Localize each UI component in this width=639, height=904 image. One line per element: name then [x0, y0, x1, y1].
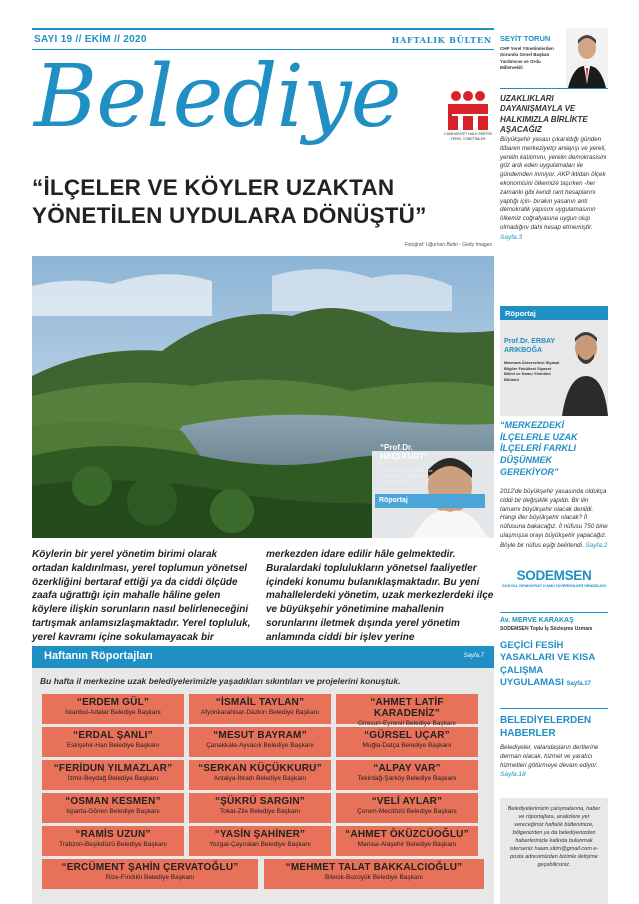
- interview-card[interactable]: [336, 793, 478, 823]
- interview-card[interactable]: [189, 793, 331, 823]
- erbay-name-line2: ARIKBOĞA: [504, 346, 543, 354]
- interview-role: İzmir-Beydağ Belediye Başkanı: [67, 775, 159, 782]
- interview-card[interactable]: [336, 826, 478, 856]
- sodemsen-logo: [500, 568, 608, 588]
- haber-text: [500, 744, 608, 780]
- interviewee-title: Mersin Üniversitesi İktisadi ve İdari Bilimler Fakültesi Kamu Yönetimi Bölümü: [380, 468, 433, 484]
- interviews-header: [32, 646, 494, 668]
- karakas-headline: [500, 640, 608, 689]
- interview-name: “MESUT BAYRAM”: [213, 730, 307, 741]
- interview-card[interactable]: [42, 760, 184, 790]
- erbay-text: [500, 488, 608, 551]
- interview-tag: Röportaj: [375, 494, 485, 508]
- haber-headline: BELEDİYELERDEN HABERLER: [500, 715, 592, 739]
- torun-title: CHP Yerel Yönetimlerden Sorumlu Genel Başkan Yardımcısı ve Ordu Milletvekili: [500, 46, 554, 70]
- interview-role: Trabzon-Beşikdüzü Belediye Başkanı: [59, 841, 167, 848]
- interview-name: “ALPAY VAR”: [373, 763, 441, 774]
- haber-page-ref[interactable]: Sayfa.18: [500, 771, 526, 779]
- karakas-name: Av. MERVE KARAKAŞ: [500, 617, 574, 624]
- erbay-name-line1: Prof.Dr. ERBAY: [504, 338, 556, 345]
- erbay-interview-box: [500, 306, 608, 416]
- interview-name: “İSMAİL TAYLAN”: [215, 697, 305, 708]
- torun-text: [500, 136, 608, 243]
- weekly-label: HAFTALIK BÜLTEN: [391, 35, 492, 45]
- interview-card[interactable]: [42, 694, 184, 724]
- interview-name: “RAMİS UZUN”: [75, 829, 151, 840]
- interview-name: “ERCÜMENT ŞAHİN ÇERVATOĞLU”: [61, 862, 239, 873]
- interviewee-name-line1: “Prof.Dr.: [380, 443, 413, 452]
- interview-name: “SERKAN KÜÇÜKKURU”: [198, 763, 322, 774]
- interview-role: Antalya-İbradı Belediye Başkanı: [213, 775, 307, 782]
- erbay-portrait-icon: [562, 320, 608, 416]
- interviews-intro: Bu hafta il merkezine uzak belediyelerimizle yaşadıkları sıkıntıları ve projelerini konuştuk.: [40, 676, 401, 686]
- sodemsen-subtitle: SOSYAL DEMOKRAT KAMU İŞVERENLERİ SENDİKASI: [502, 583, 606, 588]
- interview-name: “ŞÜKRÜ SARGIN”: [214, 796, 306, 807]
- interview-role: Manisa-Alaşehir Belediye Başkanı: [357, 841, 457, 848]
- interview-role: Çorum-Mecitözü Belediye Başkanı: [357, 808, 457, 815]
- interview-name: “AHMET ÖKÜZCÜOĞLU”: [345, 829, 469, 840]
- torun-text-body: Büyükşehir yasası çıkarıldığı günden itibaren merkeziyetçi anlayışı ve yereli, yerelin katılımını, yerelin demokrasisini göz ardı eden uygulamaları ile gündemden inmiyor. AKP iktidarı ölçek ekonomisini ölkemize taşırken -her zamanki gibi kendi rant hesaplarını yaptığı için- bırakın yasanın anti demokratik yapısını uygulamasının ölkemiz coğrafyasına uygun olup olmadığını dahi hesap etmemiştir.: [500, 136, 607, 231]
- main-headline: “İLÇELER VE KÖYLER UZAKTAN YÖNETİLEN UYDULARA DÖNÜŞTÜ”: [32, 175, 427, 229]
- interview-name: “OSMAN KESMEN”: [65, 796, 161, 807]
- erbay-title: Marmara Üniversitesi Siyasal Bilgiler Fakültesi Siyaset Bilimi ve Kamu Yönetimi Bölümü: [504, 360, 560, 382]
- article-column-2: [266, 548, 498, 658]
- interview-role: Afyonkarahisar-Dazkırı Belediye Başkanı: [200, 709, 320, 716]
- interview-role: İstanbul-Adalar Belediye Başkanı: [65, 709, 161, 716]
- interviewee-name: [380, 444, 428, 462]
- interview-name: “ERDEM GÜL”: [76, 697, 150, 708]
- torun-headline: UZAKLIKLARI DAYANIŞMAYLA VE HALKIMIZLA BİRLİKTE AŞACAĞIZ: [500, 94, 588, 135]
- interview-role: Tekirdağ-Şarköy Belediye Başkanı: [357, 775, 457, 782]
- interview-role: Isparta-Gönen Belediye Başkanı: [66, 808, 160, 815]
- erbay-interview-tag: Röportaj: [500, 306, 608, 320]
- interview-role: Giresun-Eynesil Belediye Başkanı: [358, 720, 456, 727]
- interview-name: “FERİDUN YILMAZLAR”: [53, 763, 173, 774]
- newspaper-logo: Belediye: [34, 47, 401, 147]
- interview-card[interactable]: [336, 694, 478, 727]
- sodemsen-name: SODEMSEN: [516, 568, 592, 583]
- interview-card[interactable]: [42, 793, 184, 823]
- interview-name: “ERDAL ŞANLI”: [73, 730, 153, 741]
- haber-text-body: Belediyeler, vatandaşların dertlerine derman olacak, hizmet ve yaratıcı hizmetleri götürmeye devam ediyor.: [500, 744, 599, 769]
- interview-card[interactable]: [42, 727, 184, 757]
- sidebar-divider: [500, 708, 608, 709]
- erbay-name: [504, 338, 555, 356]
- contact-text: Belediyelerimizin çalışmalarına, haber ve röportajlara, analizlere yer vereceğimiz haftalık bültenimize, bölgenizden ya da belediyenizden haberlerinizle katkıda bulunmak isterseniz haam.sitim@gmail.com e-posta adresimizden bizimle iletişime geçebilirsiniz.: [507, 806, 601, 868]
- sidebar-divider: [500, 612, 608, 613]
- interview-card[interactable]: [336, 727, 478, 757]
- photo-credit: Fotoğraf: Uğurhan Betin - Getty Images: [404, 242, 492, 248]
- interview-card[interactable]: [189, 727, 331, 757]
- torun-page-ref[interactable]: Sayfa.3: [500, 233, 523, 241]
- party-logo-icon: [442, 88, 494, 168]
- torun-portrait-icon: [566, 28, 608, 88]
- issue-label: SAYI 19 // EKİM // 2020: [34, 34, 147, 45]
- interview-card[interactable]: [189, 826, 331, 856]
- erbay-headline: “MERKEZDEKİ İLÇELERLE UZAK İLÇELERİ FARKLI DÜŞÜNMEK GEREKİYOR”: [500, 420, 578, 477]
- interview-role: Yozgat-Çayıralan Belediye Başkanı: [209, 841, 311, 848]
- karakas-page-ref[interactable]: Sayfa.17: [566, 681, 591, 688]
- karakas-headline-text: GEÇİCİ FESİH YASAKLARI VE KISA ÇALIŞMA UYGULAMASI: [500, 640, 595, 689]
- interview-name: “GÜRSEL UÇAR”: [364, 730, 450, 741]
- interview-role: Bilecik-Bozüyük Belediye Başkanı: [325, 874, 423, 881]
- interviews-box: [32, 646, 494, 904]
- interview-role: Muğla-Datça Belediye Başkanı: [362, 742, 452, 749]
- article-column-1: Köylerin bir yerel yönetim birimi olarak ortadan kaldırılması, yerel toplumun yönetsel özerkliğini bertaraf ettiği ya da ciddi ölçüde zaafa uğrattığı için mahalle hâline gelen köylere ilişkin sorunların nasıl belirleneceğini tartışmak anlamsızlaşmaktadır. Yerel topluluk, yerel kavramı içine sokulamayacak bir: [32, 549, 251, 643]
- interview-role: Eskişehir-Han Belediye Başkanı: [66, 742, 160, 749]
- karakas-title: SODEMSEN Toplu İş Sözleşme Uzmanı: [500, 626, 593, 632]
- interview-name: “VELİ AYLAR”: [371, 796, 443, 807]
- erbay-page-ref[interactable]: Sayfa.2: [585, 541, 608, 549]
- interview-card[interactable]: [189, 760, 331, 790]
- interview-name: “MEHMET TALAT BAKKALCIOĞLU”: [285, 862, 463, 873]
- interview-card[interactable]: [336, 760, 478, 790]
- interview-role: Çanakkale-Ayvacık Belediye Başkanı: [206, 742, 314, 749]
- erbay-text-body: 2012'de büyükşehir yasasında oldukça ciddi bir değişiklik yapıldı. Bir ilin tamamı büyükşehir olacak denildi. Hangi iller büyükşehir olacak? İl nüfusuna bakacağız. İl nüfusu 750 bine ulaşmışsa orayı büyükşehir yapacağız. Böyle bir nüfus eşiği belirlendi.: [500, 488, 608, 549]
- interview-name: “YASİN ŞAHİNER”: [214, 829, 306, 840]
- interview-card[interactable]: [189, 694, 331, 724]
- interview-card[interactable]: [42, 859, 258, 889]
- party-logo-text: CUMHURİYET HALK PARTİSİ YEREL YÖNETİMLER: [444, 132, 492, 141]
- article-column-2-text: merkezden idare edilir hâle gelmektedir. Buralardaki toplulukların yönetsel faaliyetler içindeki konumu bulanıklaşmaktadır. Bu yeni mahallelerdeki yönetim, uzak merkezlerdeki ilçe ve büyükşehir yönetimine mahallenin sorunlarını iletmek dışında yerel yönetim anlamında ciddi bir işlev yerine: [266, 549, 494, 643]
- interview-card[interactable]: [42, 826, 184, 856]
- sidebar-divider: [500, 88, 608, 89]
- interviews-title: Haftanın Röportajları: [44, 650, 153, 662]
- interview-role: Tokat-Zile Belediye Başkanı: [219, 808, 301, 815]
- interviews-page-ref[interactable]: Sayfa.7: [463, 653, 484, 659]
- interview-card[interactable]: [264, 859, 484, 889]
- torun-name: SEYİT TORUN: [500, 34, 551, 43]
- interview-name: “AHMET LATİF KARADENİZ”: [370, 697, 444, 719]
- interviewee-name-line2: HACI KURT”: [380, 451, 428, 461]
- interview-role: Rize-Fındıklı Belediye Başkanı: [105, 874, 195, 881]
- contact-box: [500, 798, 608, 904]
